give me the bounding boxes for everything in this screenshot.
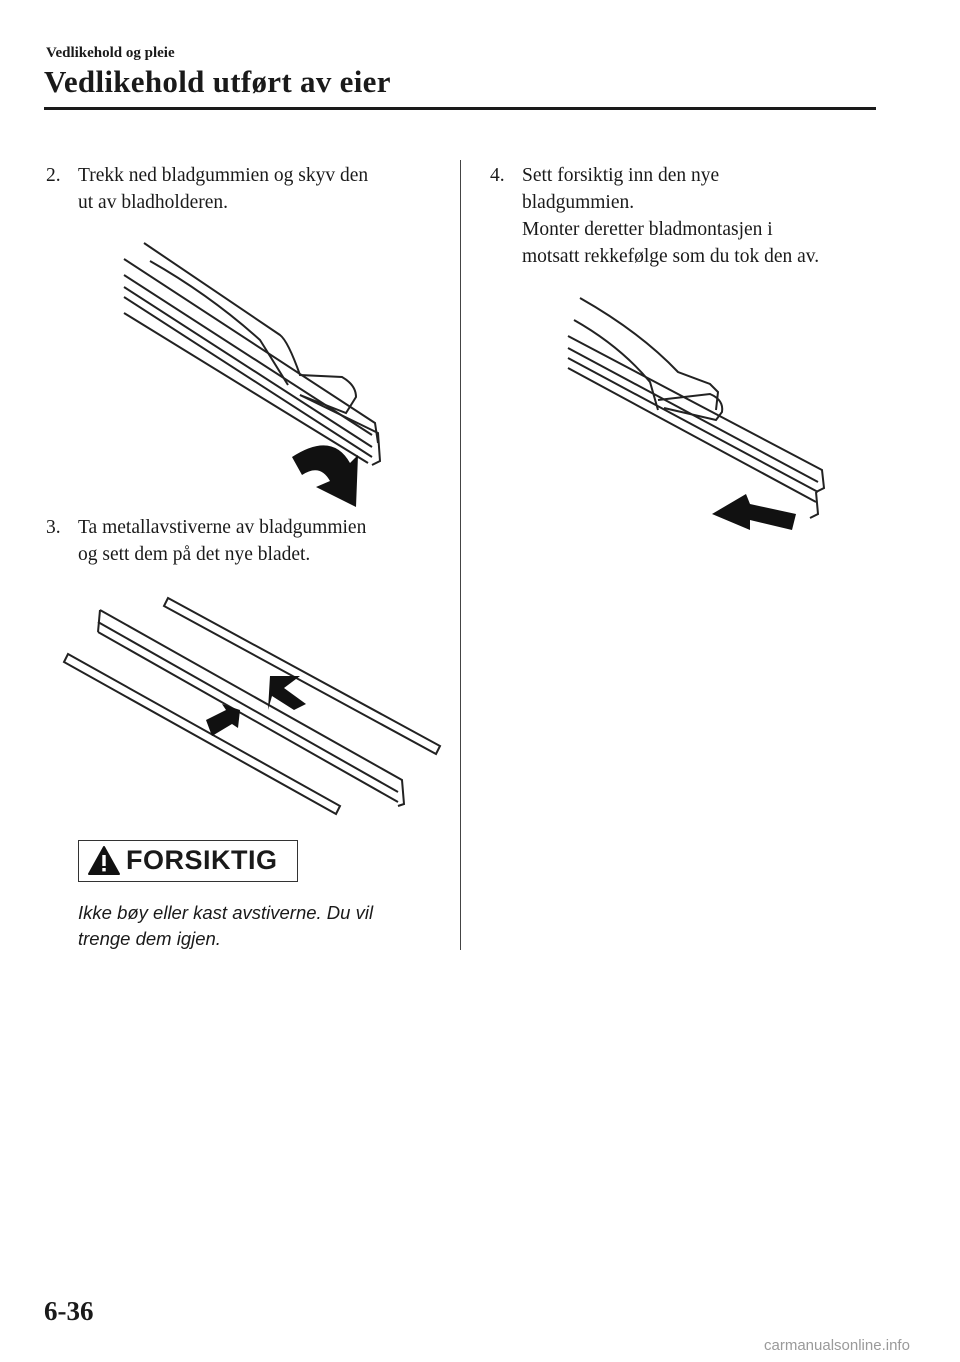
step-number: 3. (46, 517, 61, 538)
step-text-line: Sett forsiktig inn den nye (522, 165, 720, 186)
stiffener-illustration (62, 592, 447, 832)
caution-text (78, 900, 438, 952)
step-text-line: bladgummien. (522, 192, 635, 213)
step-text-line: Ta metallavstiverne av bladgummien (78, 517, 367, 538)
step-text-line: motsatt rekkefølge som du tok den av. (522, 246, 820, 267)
blade-install-illustration (560, 292, 835, 537)
caution-text-line: trenge dem igjen. (78, 928, 221, 949)
watermark: carmanualsonline.info (764, 1337, 910, 1354)
caution-label: FORSIKTIG (126, 845, 278, 875)
section-title: Vedlikehold og pleie (46, 45, 175, 61)
page-title: Vedlikehold utført av eier (44, 64, 391, 99)
step-number: 2. (46, 165, 61, 186)
step-3 (46, 514, 446, 574)
step-text-line: ut av bladholderen. (78, 192, 228, 213)
caution-text-line: Ikke bøy eller kast avstiverne. Du vil (78, 902, 374, 923)
step-text-line: Trekk ned bladgummien og skyv den (78, 165, 369, 186)
step-text-line: og sett dem på det nye bladet. (78, 544, 311, 565)
column-divider (460, 160, 461, 950)
page-number: 6-36 (44, 1296, 94, 1326)
step-number: 4. (490, 165, 505, 186)
blade-removal-illustration (110, 235, 410, 510)
step-4 (490, 162, 910, 272)
step-text-line: Monter deretter bladmontasjen i (522, 219, 773, 240)
header-rule (44, 107, 876, 110)
warning-triangle-icon (87, 845, 121, 876)
step-2 (46, 162, 446, 222)
